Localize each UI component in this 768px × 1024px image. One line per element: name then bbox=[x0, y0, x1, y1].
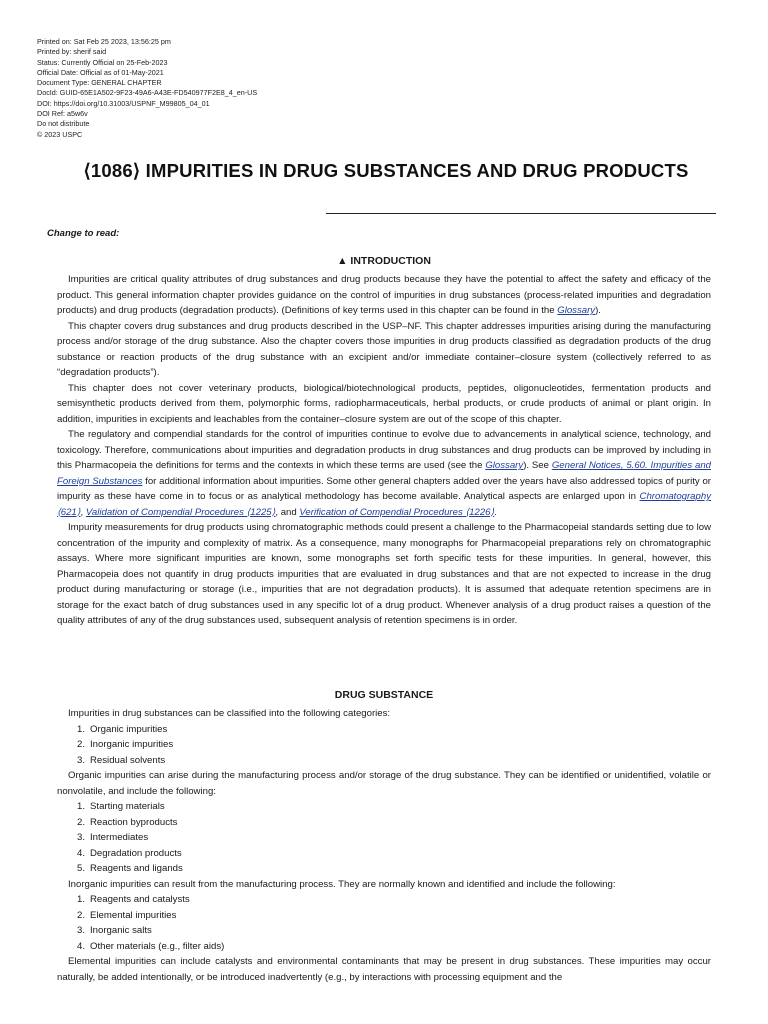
meta-line: DocId: GUID-65E1A502-9F23-49A6-A43E-FD540977F2E8_4_en-US bbox=[37, 88, 258, 98]
meta-line: Printed on: Sat Feb 25 2023, 13:56:25 pm bbox=[37, 37, 171, 46]
list-item-text: Residual solvents bbox=[90, 754, 166, 766]
text-run: for additional information about impurities. Some other general chapters added over the years have also addressed topics of purity or impurity as these have come in to focus or as analytical methodology has become available. Analytical aspects are enlarged upon in bbox=[57, 475, 712, 502]
print-metadata bbox=[37, 37, 257, 140]
text-run: ). bbox=[595, 305, 601, 316]
drug-substance-body bbox=[57, 706, 711, 985]
text-run: ). See bbox=[523, 460, 552, 471]
inorganic-impurities-list bbox=[57, 892, 711, 954]
introduction-heading: ▲ INTRODUCTION bbox=[337, 255, 431, 267]
list-item-text: Reaction byproducts bbox=[90, 816, 178, 828]
list-item: 3. Residual solvents bbox=[77, 754, 166, 766]
glossary-link[interactable]: Glossary bbox=[557, 305, 596, 316]
list-item: 3. Intermediates bbox=[77, 832, 149, 843]
list-item: 4. Other materials (e.g., filter aids) bbox=[77, 940, 225, 952]
list-item: 1. Organic impurities bbox=[77, 723, 168, 735]
meta-line: Do not distribute bbox=[37, 119, 90, 129]
change-to-read-label: Change to read: bbox=[47, 228, 120, 239]
organic-impurities-list bbox=[57, 799, 711, 877]
introduction-body bbox=[57, 272, 711, 629]
list-item: 1. Starting materials bbox=[77, 801, 165, 812]
list-item-text: Reagents and ligands bbox=[90, 863, 183, 874]
list-item-text: Inorganic salts bbox=[90, 925, 152, 936]
list-item-text: Degradation products bbox=[90, 847, 182, 859]
chromatography-link[interactable]: Chromatography ⟨621⟩ bbox=[57, 491, 711, 518]
list-item-text: Inorganic impurities bbox=[90, 739, 174, 750]
text-run: Impurities are critical quality attributes of drug substances and drug products because they have the potential to affect the safety and efficacy of the product. This general information chapter provides guidance on the control of impurities in drug substances (process-related impurities and degradation products) and drug products (degradation products). (Definitions of key terms used in this chapter can be found in the bbox=[57, 274, 711, 316]
list-item-text: Reagents and catalysts bbox=[90, 894, 190, 905]
ds-paragraph-1: Impurities in drug substances can be classified into the following categories: bbox=[68, 708, 391, 719]
list-item: 4. Degradation products bbox=[77, 847, 182, 859]
text-run: , and bbox=[275, 506, 300, 518]
meta-line: Official Date: Official as of 01-May-2021 bbox=[37, 67, 164, 77]
list-item: 3. Inorganic salts bbox=[77, 925, 152, 936]
list-item-text: Starting materials bbox=[90, 801, 165, 812]
ds-paragraph-4: Elemental impurities can include catalysts and environmental contaminants that may be present in drug substances. These impurities may occur naturally, be added intentionally, or be introduced inadvertently (e.g., by interactions with processing equipment and the bbox=[57, 956, 711, 983]
meta-line: © 2023 USPC bbox=[37, 129, 83, 139]
list-item-text: Elemental impurities bbox=[90, 909, 177, 921]
title-underline bbox=[326, 213, 716, 214]
intro-paragraph-3: This chapter does not cover veterinary products, biological/biotechnological products, peptides, oligonucleotides, fermentation products and semisynthetic products derived from them, polymorphic forms, radiopharmaceuticals, herbal products, or crude products of animal or plant origin. In addition, impurities in excipients and leachables from the container–closure system are out of the scope of this chapter. bbox=[57, 382, 711, 425]
list-item: 1. Reagents and catalysts bbox=[77, 894, 190, 905]
list-item: 5. Reagents and ligands bbox=[77, 863, 183, 874]
text-run: . bbox=[494, 506, 497, 518]
meta-line: Status: Currently Official on 25-Feb-2023 bbox=[37, 57, 168, 67]
meta-line: DOI Ref: a5w6v bbox=[37, 109, 88, 119]
intro-paragraph-1 bbox=[57, 272, 711, 319]
meta-line: Document Type: GENERAL CHAPTER bbox=[37, 78, 162, 88]
verification-link[interactable]: Verification of Compendial Procedures ⟨1226⟩ bbox=[299, 506, 495, 518]
text-run: The regulatory and compendial standards for the control of impurities continue to evolve due to advancements in analytical science, technology, and toxicology. Therefore, communications about impurities and degradation products in drug substances and drug products can be improved by including in this Pharmacopeia the definitions for terms and the contexts in which these terms are used (see the bbox=[57, 429, 711, 471]
intro-paragraph-2: This chapter covers drug substances and drug products described in the USP–NF. This chapter addresses impurities arising during the manufacturing process and/or storage of the drug substance. Also the chapter covers those impurities in drug products classified as degradation products of the drug substance or reaction products of the drug substance with an excipient and/or immediate container–closure system (collectively referred to as “degradation products”). bbox=[57, 320, 711, 378]
validation-link[interactable]: Validation of Compendial Procedures ⟨1225⟩ bbox=[85, 506, 276, 518]
list-item-text: Other materials (e.g., filter aids) bbox=[90, 940, 225, 952]
ds-paragraph-2: Organic impurities can arise during the manufacturing process and/or storage of the drug substance. They can be identified or unidentified, volatile or nonvolatile, and include the following: bbox=[57, 770, 711, 797]
chapter-title: ⟨1086⟩ IMPURITIES IN DRUG SUBSTANCES AND DRUG PRODUCTS bbox=[83, 160, 689, 181]
general-notices-link[interactable]: General Notices, 5.60. Impurities and Foreign Substances bbox=[57, 460, 711, 487]
list-item: 2. Inorganic impurities bbox=[77, 739, 174, 750]
list-item-text: Organic impurities bbox=[90, 723, 168, 735]
intro-paragraph-4 bbox=[57, 427, 711, 520]
text-run: , bbox=[80, 506, 86, 518]
impurity-categories-list bbox=[57, 722, 711, 769]
drug-substance-heading: DRUG SUBSTANCE bbox=[334, 689, 434, 701]
ds-paragraph-3: Inorganic impurities can result from the manufacturing process. They are normally known and identified and include the following: bbox=[68, 878, 616, 890]
meta-line: DOI: https://doi.org/10.31003/USPNF_M99805_04_01 bbox=[37, 98, 210, 108]
meta-line: Printed by: sherif said bbox=[37, 47, 107, 57]
list-item-text: Intermediates bbox=[90, 832, 149, 843]
glossary-link[interactable]: Glossary bbox=[485, 460, 524, 471]
list-item: 2. Reaction byproducts bbox=[77, 816, 178, 828]
list-item: 2. Elemental impurities bbox=[77, 909, 177, 921]
intro-paragraph-5: Impurity measurements for drug products using chromatographic methods could present a challenge to the Pharmacopeial standards setting due to low concentration of the impurity and complexity of matrix. As a consequence, many monographs for Pharmacopeial preparations rely on chromatographic assays. Where more significant impurities are known, some monographs set forth specific tests for these impurities. In general, however, this Pharmacopeia does not quantify in drug products impurities that are evaluated in drug substances and that are not expected to increase in the drug product during manufacturing or storage (i.e., impurities that are not degradation products). It is assumed that adequate retention specimens are in storage for the exact batch of drug substances used in any specific lot of a drug product. Whenever analysis of a drug product raises a question of the quality attributes of any of the drug substances used, subsequent analysis of retention specimens is in order. bbox=[57, 522, 711, 626]
